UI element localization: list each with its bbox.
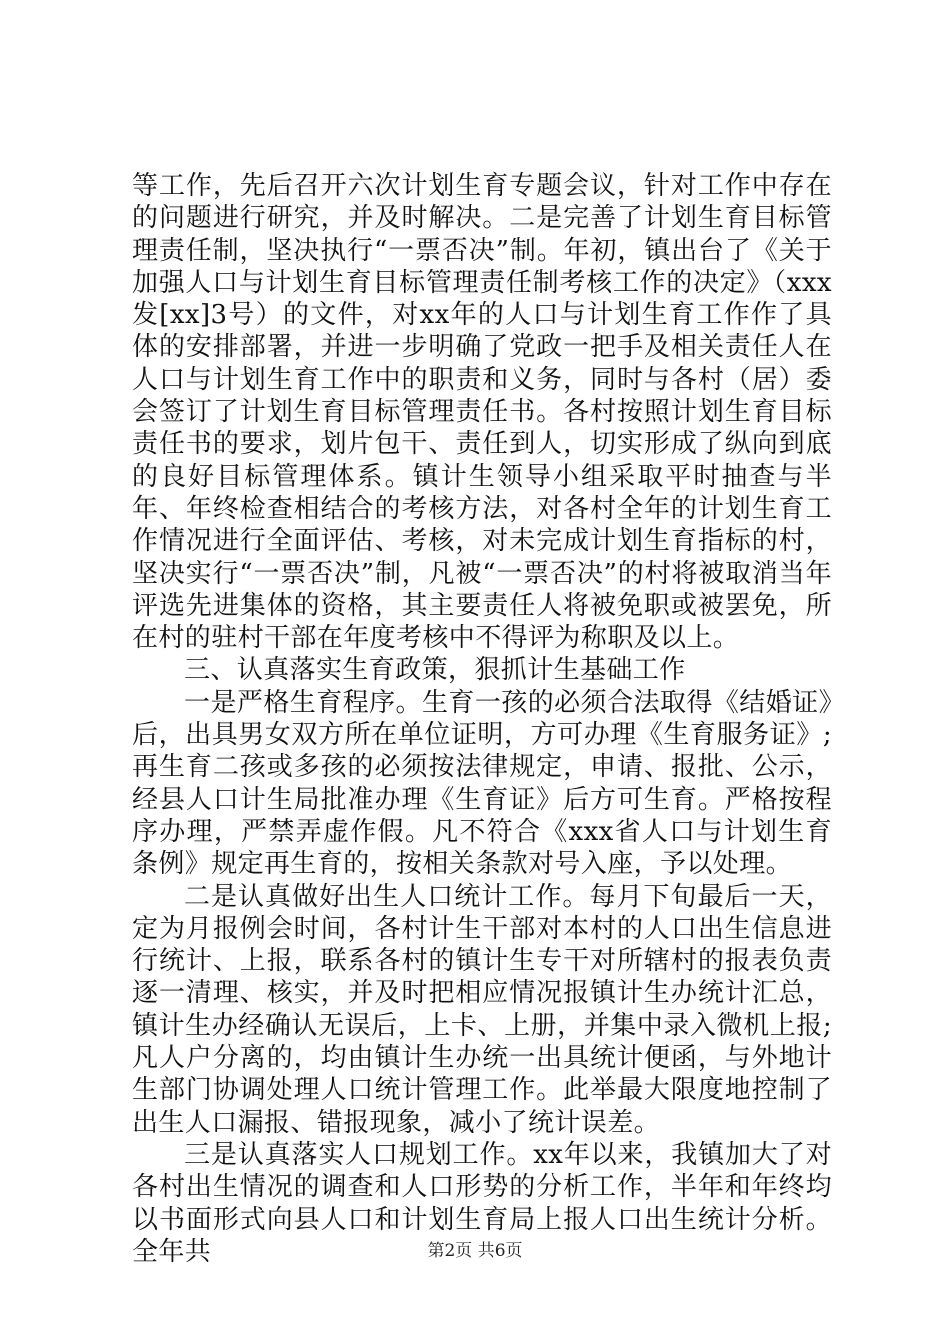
paragraph-birth-statistics: 二是认真做好出生人口统计工作。每月下旬最后一天，定为月报例会时间，各村计生干部对本村的人口出生信息进行统计、上报，联系各村的镇计生专干对所辖村的报表负责逐一清理、核实，并及时把相应情况报镇计生办统计汇总，镇计生办经确认无误后，上卡、上册，并集中录入微机上报;凡人户分离的，均由镇计生办统一出具统计便函，与外地计生部门协调处理人口统计管理工作。此举最大限度地控制了出生人口漏报、错报现象，减小了统计误差。 (132, 881, 832, 1138)
paragraph-population-planning: 三是认真落实人口规划工作。xx年以来，我镇加大了对各村出生情况的调查和人口形势的分析工作，半年和年终均以书面形式向县人口和计划生育局上报人口出生统计分析。全年共 (132, 1139, 832, 1267)
page-number-footer: 第2页 共6页 (427, 1241, 523, 1261)
section-heading: 三、认真落实生育政策，狠抓计生基础工作 (184, 655, 686, 686)
paragraph-continuation: 等工作，先后召开六次计划生育专题会议，针对工作中存在的问题进行研究，并及时解决。二是完善了计划生育目标管理责任制，坚决执行“一票否决”制。年初，镇出台了《关于加强人口与计划生育目标管理责任制考核工作的决定》（xxx发[xx]3号）的文件，对xx年的人口与计划生育工作作了具体的安排部署，并进一步明确了党政一把手及相关责任人在人口与计划生育工作中的职责和义务，同时与各村（居）委会签订了计划生育目标管理责任书。各村按照计划生育目标责任书的要求，划片包干、责任到人，切实形成了纵向到底的良好目标管理体系。镇计生领导小组采取平时抽查与半年、年终检查相结合的考核方法，对各村全年的计划生育工作情况进行全面评估、考核，对未完成计划生育指标的村，坚决实行“一票否决”制，凡被“一票否决”的村将被取消当年评选先进集体的资格，其主要责任人将被免职或被罢免，所在村的驻村干部在年度考核中不得评为称职及以上。 (132, 171, 832, 654)
paragraph-birth-procedure: 一是严格生育程序。生育一孩的必须合法取得《结婚证》后，出具男女双方所在单位证明，方可办理《生育服务证》;再生育二孩或多孩的必须按法律规定，申请、报批、公示，经县人口计生局批准办理《生育证》后方可生育。严格按程序办理，严禁弄虚作假。凡不符合《xxx省人口与计划生育条例》规定再生育的，按相关条款对号入座，予以处理。 (132, 687, 832, 880)
document-body (132, 170, 832, 1268)
